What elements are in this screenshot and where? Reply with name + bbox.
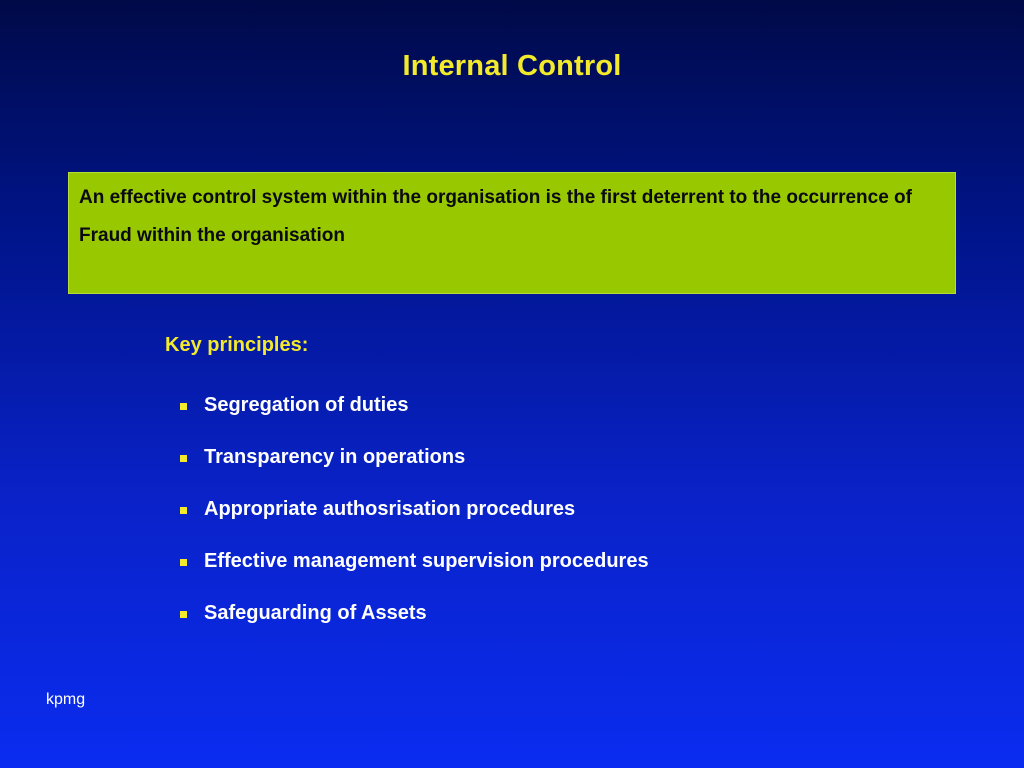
square-bullet-icon: [180, 559, 187, 566]
footer-brand: kpmg: [46, 691, 86, 708]
list-item: [180, 384, 649, 436]
list-item: [180, 592, 649, 644]
square-bullet-icon: [180, 611, 187, 618]
callout-text: An effective control system within the organisation is the first deterrent to the occurrence of Fraud within the organisation: [79, 187, 912, 246]
principle-label: Segregation of duties: [204, 393, 409, 416]
callout-box: [68, 172, 956, 294]
principles-heading: Key principles:: [165, 334, 309, 356]
principle-label: Appropriate authosrisation procedures: [204, 497, 576, 520]
list-item: [180, 436, 649, 488]
square-bullet-icon: [180, 455, 187, 462]
principle-label: Transparency in operations: [204, 445, 466, 468]
slide-title: Internal Control: [402, 50, 622, 82]
principle-label: Safeguarding of Assets: [204, 601, 427, 624]
square-bullet-icon: [180, 403, 187, 410]
list-item: [180, 540, 649, 592]
principle-label: Effective management supervision procedures: [204, 549, 649, 572]
list-item: [180, 488, 649, 540]
principles-list: [180, 384, 649, 644]
square-bullet-icon: [180, 507, 187, 514]
